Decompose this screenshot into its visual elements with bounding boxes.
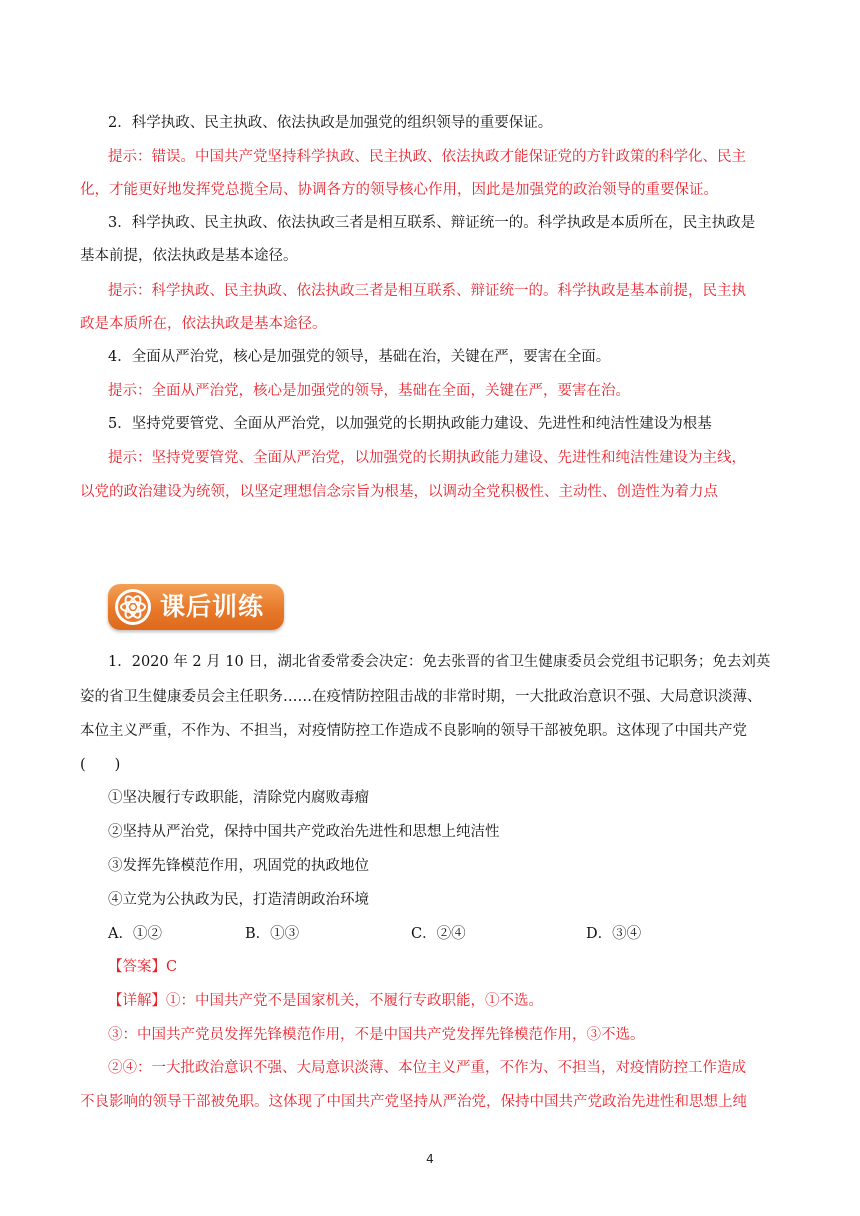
q5-statement: 5．坚持党要管党、全面从严治党，以加强党的长期执政能力建设、先进性和纯洁性建设为根基 [108, 416, 712, 432]
q5-hint-line-2: 以党的政治建设为统领，以坚定理想信念宗旨为根基，以调动全党积极性、主动性、创造性为着力点 [80, 484, 718, 500]
exercise-stem-line-3: 本位主义严重，不作为、不担当，对疫情防控工作造成不良影响的领导干部被免职。这体现了中国共产党 [80, 723, 747, 739]
option-c[interactable]: C．②④ [411, 926, 466, 942]
section-badge [108, 584, 284, 630]
detail-line-2: ③：中国共产党员发挥先锋模范作用，不是中国共产党发挥先锋模范作用，③不选。 [108, 1027, 645, 1043]
choice-item-4: ④立党为公执政为民，打造清朗政治环境 [108, 892, 369, 908]
q2-statement: 2．科学执政、民主执政、依法执政是加强党的组织领导的重要保证。 [108, 115, 553, 131]
q3-hint-line-1: 提示：科学执政、民主执政、依法执政三者是相互联系、辩证统一的。科学执政是基本前提，民主执 [108, 283, 746, 299]
q4-hint: 提示：全面从严治党，核心是加强党的领导，基础在全面，关键在严，要害在治。 [108, 383, 630, 399]
option-a[interactable]: A．①② [108, 926, 162, 942]
option-d[interactable]: D．③④ [586, 926, 642, 942]
q5-hint-line-1: 提示：坚持党要管党、全面从严治党，以加强党的长期执政能力建设、先进性和纯洁性建设为主线， [108, 450, 746, 466]
detail-line-3: ②④：一大批政治意识不强、大局意识淡薄、本位主义严重，不作为、不担当，对疫情防控工作造成 [108, 1060, 746, 1076]
q4-statement: 4．全面从严治党，核心是加强党的领导，基础在治，关键在严，要害在全面。 [108, 349, 611, 365]
choice-item-1: ①坚决履行专政职能，清除党内腐败毒瘤 [108, 790, 369, 806]
choice-item-3: ③发挥先锋模范作用，巩固党的执政地位 [108, 858, 369, 874]
q3-statement-line-2: 基本前提，依法执政是基本途径。 [80, 248, 298, 264]
exercise-stem-line-1: 1．2020 年 2 月 10 日，湖北省委常委会决定：免去张晋的省卫生健康委员会党组书记职务；免去刘英 [108, 654, 771, 670]
atom-icon [114, 588, 152, 626]
answer-options [108, 924, 790, 944]
q3-hint-line-2: 政是本质所在，依法执政是基本途径。 [80, 316, 327, 332]
q2-hint-line-1: 提示：错误。中国共产党坚持科学执政、民主执政、依法执政才能保证党的方针政策的科学化、民主 [108, 149, 746, 165]
q3-statement-line-1: 3．科学执政、民主执政、依法执政三者是相互联系、辩证统一的。科学执政是本质所在，民主执政是 [108, 215, 756, 231]
page-number: 4 [426, 1152, 434, 1166]
exercise-stem-line-4: ( ) [80, 757, 121, 773]
exercise-stem-line-2: 姿的省卫生健康委员会主任职务……在疫情防控阻击战的非常时期，一大批政治意识不强、大局意识淡薄、 [80, 689, 762, 705]
option-b[interactable]: B．①③ [245, 926, 300, 942]
section-title: 课后训练 [160, 592, 265, 621]
detail-line-1: 【详解】①：中国共产党不是国家机关，不履行专政职能，①不选。 [108, 993, 543, 1009]
q2-hint-line-2: 化，才能更好地发挥党总揽全局、协调各方的领导核心作用，因此是加强党的政治领导的重要保证。 [80, 182, 718, 198]
answer-line: 【答案】C [108, 959, 178, 975]
choice-item-2: ②坚持从严治党，保持中国共产党政治先进性和思想上纯洁性 [108, 824, 500, 840]
detail-line-4: 不良影响的领导干部被免职。这体现了中国共产党坚持从严治党，保持中国共产党政治先进性和思想上纯 [80, 1094, 747, 1110]
